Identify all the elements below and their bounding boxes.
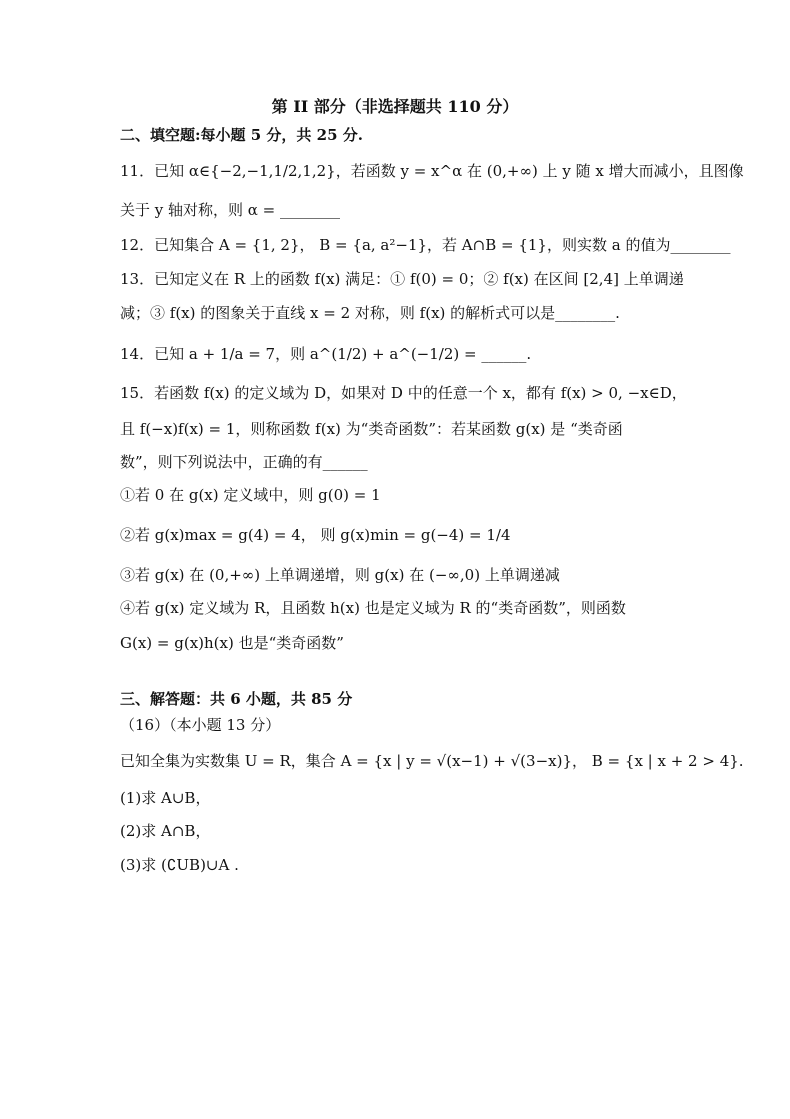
- fill-section-heading: 二、填空题:每小题 5 分，共 25 分.: [120, 126, 363, 144]
- question-13-line-1: 13．已知定义在 R 上的函数 f(x) 满足：① f(0) = 0；② f(x) 在区间 [2,4] 上单调递: [120, 270, 684, 288]
- question-15-option-4-line-2: G(x) = g(x)h(x) 也是“类奇函数”: [120, 634, 344, 652]
- question-16-stem: 已知全集为实数集 U = R，集合 A = {x | y = √(x−1) + √(3−x)}， B = {x | x + 2 > 4}.: [120, 752, 744, 770]
- question-15-option-1: ①若 0 在 g(x) 定义域中，则 g(0) = 1: [120, 486, 381, 504]
- question-16-part-2: (2)求 A∩B，: [120, 822, 211, 840]
- question-16-part-3: (3)求 (∁UB)∪A .: [120, 856, 239, 874]
- question-16-part-1: (1)求 A∪B，: [120, 789, 211, 807]
- question-12: 12．已知集合 A = {1, 2}， B = {a, a²−1}，若 A∩B = {1}，则实数 a 的值为________: [120, 236, 731, 254]
- question-13-line-2: 减；③ f(x) 的图象关于直线 x = 2 对称，则 f(x) 的解析式可以是________.: [120, 304, 620, 322]
- question-15-option-2: ②若 g(x)max = g(4) = 4， 则 g(x)min = g(−4) = 1/4: [120, 526, 511, 544]
- question-11-line-1: 11．已知 α∈{−2,−1,1/2,1,2}，若函数 y = x^α 在 (0,+∞) 上 y 随 x 增大而减小，且图像: [120, 162, 744, 180]
- question-16-header: （16）（本小题 13 分）: [120, 716, 281, 734]
- question-15-line-2: 且 f(−x)f(x) = 1，则称函数 f(x) 为“类奇函数”：若某函数 g(x) 是 “类奇函: [120, 420, 623, 438]
- question-15-line-1: 15．若函数 f(x) 的定义域为 D，如果对 D 中的任意一个 x，都有 f(x) > 0, −x∈D，: [120, 384, 687, 402]
- question-11-line-2: 关于 y 轴对称，则 α = ________: [120, 201, 341, 219]
- part-title: 第 II 部分（非选择题共 110 分）: [271, 97, 519, 116]
- answer-section-heading: 三、解答题：共 6 小题，共 85 分: [120, 690, 353, 708]
- question-15-line-3: 数”，则下列说法中，正确的有______: [120, 453, 368, 471]
- question-14: 14．已知 a + 1/a = 7，则 a^(1/2) + a^(−1/2) = ______.: [120, 345, 532, 363]
- question-15-option-3: ③若 g(x) 在 (0,+∞) 上单调递增，则 g(x) 在 (−∞,0) 上单调递减: [120, 566, 560, 584]
- question-15-option-4-line-1: ④若 g(x) 定义域为 R，且函数 h(x) 也是定义域为 R 的“类奇函数”，则函数: [120, 599, 626, 617]
